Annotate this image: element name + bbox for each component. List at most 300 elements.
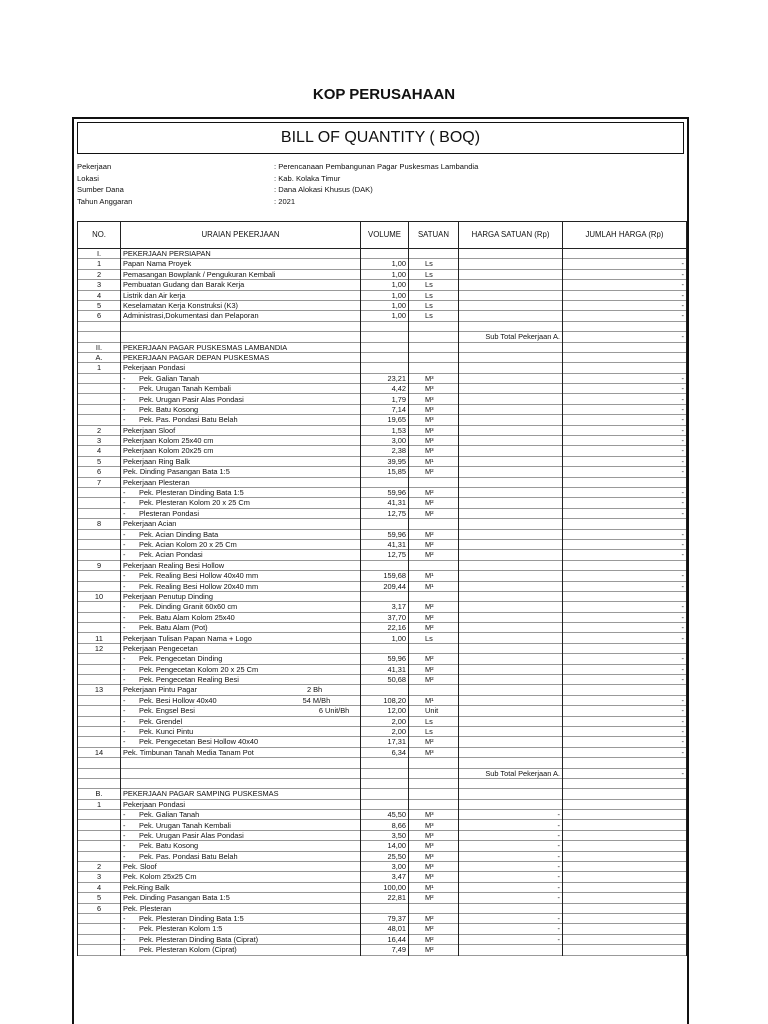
table-row [78, 945, 687, 955]
cell-uraian [121, 363, 361, 373]
cell-harga-satuan [459, 675, 563, 685]
uraian-text: Pek. Acian Dinding Bata [139, 529, 219, 539]
info-row [77, 161, 683, 173]
cell-harga-satuan: - [459, 924, 563, 934]
cell-no: 3 [78, 872, 121, 882]
cell-satuan [409, 363, 459, 373]
cell-satuan [409, 789, 459, 799]
bullet-dash: - [123, 415, 126, 425]
uraian-text: Pekerjaan Plesteran [123, 477, 190, 487]
cell-satuan: M¹ [409, 695, 459, 705]
cell-no [78, 945, 121, 955]
uraian-extra: 2 Bh [306, 685, 323, 695]
cell-satuan: M² [409, 914, 459, 924]
cell-satuan: M¹ [409, 581, 459, 591]
cell-harga-satuan [459, 581, 563, 591]
cell-satuan [409, 321, 459, 331]
cell-volume: 37,70 [361, 612, 409, 622]
project-info [77, 161, 683, 207]
uraian-text: Pek. Batu Kosong [139, 404, 199, 414]
cell-no: 3 [78, 436, 121, 446]
cell-harga-satuan [459, 778, 563, 788]
table-row [78, 914, 687, 924]
cell-satuan [409, 332, 459, 342]
cell-uraian [121, 841, 361, 851]
table-row [78, 560, 687, 570]
table-row [78, 789, 687, 799]
cell-uraian [121, 945, 361, 955]
cell-uraian [121, 332, 361, 342]
cell-satuan: Ls [409, 259, 459, 269]
cell-no: 2 [78, 425, 121, 435]
cell-harga-satuan [459, 394, 563, 404]
boq-document [72, 117, 689, 1024]
cell-harga-satuan [459, 643, 563, 653]
cell-jumlah-harga: - [563, 695, 687, 705]
cell-uraian [121, 612, 361, 622]
cell-uraian [121, 321, 361, 331]
table-row [78, 571, 687, 581]
cell-harga-satuan: - [459, 841, 563, 851]
table-row [78, 799, 687, 809]
table-row [78, 716, 687, 726]
cell-satuan: M³ [409, 394, 459, 404]
cell-volume: 25,50 [361, 851, 409, 861]
cell-harga-satuan [459, 602, 563, 612]
cell-jumlah-harga: - [563, 571, 687, 581]
uraian-text: Pek. Dinding Pasangan Bata 1:5 [123, 467, 230, 477]
cell-uraian [121, 581, 361, 591]
cell-volume: 1,00 [361, 269, 409, 279]
cell-volume: 15,85 [361, 467, 409, 477]
cell-uraian [121, 259, 361, 269]
table-row [78, 695, 687, 705]
table-row [78, 404, 687, 414]
cell-no [78, 571, 121, 581]
cell-uraian [121, 643, 361, 653]
cell-satuan: M³ [409, 810, 459, 820]
cell-satuan: M² [409, 664, 459, 674]
uraian-text: Pek. Batu Kosong [139, 841, 199, 851]
uraian-text: Pek. Batu Alam (Pot) [139, 623, 208, 633]
cell-uraian [121, 602, 361, 612]
cell-satuan: Ls [409, 280, 459, 290]
cell-satuan [409, 519, 459, 529]
cell-satuan [409, 352, 459, 362]
cell-volume: 59,96 [361, 654, 409, 664]
table-row [78, 581, 687, 591]
cell-satuan: M¹ [409, 456, 459, 466]
cell-no: 5 [78, 300, 121, 310]
cell-uraian [121, 300, 361, 310]
cell-jumlah-harga [563, 914, 687, 924]
cell-harga-satuan [459, 747, 563, 757]
table-row [78, 685, 687, 695]
cell-no: A. [78, 352, 121, 362]
table-row [78, 851, 687, 861]
uraian-text: Pek. Pengecetan Realing Besi [139, 675, 239, 685]
table-row [78, 415, 687, 425]
cell-uraian [121, 789, 361, 799]
cell-no: II. [78, 342, 121, 352]
table-row [78, 903, 687, 913]
cell-volume [361, 560, 409, 570]
cell-no: 4 [78, 290, 121, 300]
cell-harga-satuan [459, 321, 563, 331]
cell-no [78, 934, 121, 944]
cell-satuan: M³ [409, 841, 459, 851]
cell-no: 1 [78, 259, 121, 269]
cell-volume: 16,44 [361, 934, 409, 944]
info-label: Lokasi [77, 173, 99, 183]
uraian-text: PEKERJAAN PAGAR DEPAN PUSKESMAS [123, 352, 270, 362]
bullet-dash: - [123, 384, 126, 394]
uraian-text: Pek. Galian Tanah [139, 810, 200, 820]
uraian-text: Pek. Galian Tanah [139, 373, 200, 383]
cell-no [78, 384, 121, 394]
cell-no: 2 [78, 269, 121, 279]
cell-jumlah-harga [563, 841, 687, 851]
cell-volume: 1,00 [361, 633, 409, 643]
cell-jumlah-harga: - [563, 654, 687, 664]
cell-volume: 1,00 [361, 290, 409, 300]
table-row [78, 612, 687, 622]
boq-table [77, 221, 687, 956]
cell-jumlah-harga: - [563, 384, 687, 394]
table-row [78, 726, 687, 736]
cell-no [78, 623, 121, 633]
cell-uraian [121, 747, 361, 757]
cell-harga-satuan [459, 685, 563, 695]
table-row [78, 487, 687, 497]
cell-jumlah-harga [563, 477, 687, 487]
cell-jumlah-harga [563, 758, 687, 768]
cell-uraian [121, 487, 361, 497]
uraian-text: Pek. Pas. Pondasi Batu Belah [139, 415, 238, 425]
bullet-dash: - [123, 675, 126, 685]
cell-no [78, 539, 121, 549]
cell-harga-satuan [459, 446, 563, 456]
cell-no [78, 675, 121, 685]
cell-satuan: M² [409, 498, 459, 508]
uraian-text: Plesteran Pondasi [139, 508, 199, 518]
cell-harga-satuan [459, 487, 563, 497]
cell-satuan: M² [409, 924, 459, 934]
cell-volume: 108,20 [361, 695, 409, 705]
cell-harga-satuan [459, 623, 563, 633]
bullet-dash: - [123, 664, 126, 674]
table-row [78, 706, 687, 716]
col-header-no: NO. [78, 222, 121, 249]
cell-satuan [409, 903, 459, 913]
cell-uraian [121, 737, 361, 747]
cell-satuan [409, 477, 459, 487]
table-row [78, 498, 687, 508]
cell-satuan: M² [409, 934, 459, 944]
cell-jumlah-harga: - [563, 404, 687, 414]
table-row [78, 591, 687, 601]
cell-uraian [121, 456, 361, 466]
uraian-text: Pek. Besi Hollow 40x40 [139, 695, 217, 705]
cell-harga-satuan: - [459, 893, 563, 903]
cell-jumlah-harga: - [563, 716, 687, 726]
cell-harga-satuan [459, 550, 563, 560]
cell-uraian [121, 477, 361, 487]
table-row [78, 436, 687, 446]
cell-harga-satuan [459, 529, 563, 539]
table-row [78, 477, 687, 487]
cell-no [78, 498, 121, 508]
cell-satuan: M² [409, 508, 459, 518]
cell-volume: 1,79 [361, 394, 409, 404]
cell-jumlah-harga: - [563, 539, 687, 549]
cell-uraian [121, 467, 361, 477]
table-row [78, 300, 687, 310]
cell-uraian [121, 425, 361, 435]
cell-satuan: Ls [409, 716, 459, 726]
cell-uraian [121, 404, 361, 414]
cell-no [78, 726, 121, 736]
cell-no: I. [78, 249, 121, 259]
cell-harga-satuan [459, 404, 563, 414]
cell-no [78, 332, 121, 342]
table-row [78, 778, 687, 788]
table-row [78, 924, 687, 934]
cell-jumlah-harga: - [563, 612, 687, 622]
cell-uraian [121, 810, 361, 820]
cell-harga-satuan [459, 342, 563, 352]
cell-no: 6 [78, 467, 121, 477]
cell-harga-satuan [459, 519, 563, 529]
table-row [78, 643, 687, 653]
uraian-text: Pek. Plesteran Dinding Bata 1:5 [139, 488, 244, 498]
cell-no [78, 695, 121, 705]
table-row [78, 768, 687, 778]
cell-no [78, 778, 121, 788]
uraian-text: PEKERJAAN PERSIAPAN [123, 249, 211, 259]
cell-jumlah-harga: - [563, 394, 687, 404]
cell-uraian [121, 249, 361, 259]
cell-jumlah-harga: - [563, 300, 687, 310]
cell-volume: 2,00 [361, 716, 409, 726]
cell-jumlah-harga [563, 903, 687, 913]
bullet-dash: - [123, 612, 126, 622]
uraian-text: PEKERJAAN PAGAR SAMPING PUSKESMAS [123, 789, 279, 799]
table-row [78, 384, 687, 394]
cell-uraian [121, 882, 361, 892]
cell-uraian [121, 872, 361, 882]
table-row [78, 269, 687, 279]
cell-satuan: Ls [409, 300, 459, 310]
cell-satuan: Ls [409, 290, 459, 300]
kop-perusahaan: KOP PERUSAHAAN [312, 86, 456, 103]
cell-jumlah-harga: - [563, 768, 687, 778]
cell-jumlah-harga [563, 249, 687, 259]
cell-harga-satuan [459, 300, 563, 310]
cell-harga-satuan [459, 789, 563, 799]
cell-satuan: M³ [409, 851, 459, 861]
table-row [78, 810, 687, 820]
cell-volume: 39,95 [361, 456, 409, 466]
cell-jumlah-harga: - [563, 706, 687, 716]
uraian-text: Pek. Realing Besi Hollow 40x40 mm [139, 571, 259, 581]
cell-uraian [121, 799, 361, 809]
cell-satuan: M² [409, 550, 459, 560]
cell-harga-satuan: - [459, 934, 563, 944]
cell-uraian [121, 778, 361, 788]
cell-volume: 48,01 [361, 924, 409, 934]
cell-no: 4 [78, 882, 121, 892]
cell-no: 6 [78, 903, 121, 913]
cell-volume [361, 778, 409, 788]
cell-jumlah-harga: - [563, 726, 687, 736]
cell-jumlah-harga [563, 352, 687, 362]
cell-satuan [409, 768, 459, 778]
cell-uraian [121, 675, 361, 685]
cell-no [78, 737, 121, 747]
cell-satuan: M³ [409, 872, 459, 882]
cell-no [78, 851, 121, 861]
cell-satuan [409, 685, 459, 695]
cell-harga-satuan [459, 249, 563, 259]
table-row [78, 519, 687, 529]
cell-jumlah-harga: - [563, 550, 687, 560]
cell-jumlah-harga [563, 862, 687, 872]
cell-volume: 50,68 [361, 675, 409, 685]
table-body [78, 249, 687, 956]
cell-jumlah-harga: - [563, 747, 687, 757]
table-row [78, 550, 687, 560]
cell-no [78, 404, 121, 414]
uraian-text: Pek. Pengecetan Kolom 20 x 25 Cm [139, 664, 259, 674]
cell-no: 13 [78, 685, 121, 695]
cell-volume [361, 643, 409, 653]
cell-satuan: M³ [409, 425, 459, 435]
cell-no: 9 [78, 560, 121, 570]
cell-volume [361, 352, 409, 362]
cell-harga-satuan [459, 695, 563, 705]
cell-harga-satuan [459, 415, 563, 425]
info-value: : Dana Alokasi Khusus (DAK) [274, 185, 373, 195]
uraian-text: Pekerjaan Kolom 20x25 cm [123, 446, 214, 456]
uraian-text: Pek. Realing Besi Hollow 20x40 mm [139, 581, 259, 591]
cell-jumlah-harga: - [563, 737, 687, 747]
cell-uraian [121, 446, 361, 456]
table-row [78, 467, 687, 477]
cell-volume [361, 903, 409, 913]
cell-volume [361, 249, 409, 259]
cell-uraian [121, 664, 361, 674]
cell-uraian [121, 498, 361, 508]
cell-volume: 3,00 [361, 862, 409, 872]
cell-no [78, 706, 121, 716]
cell-volume: 159,68 [361, 571, 409, 581]
table-row [78, 882, 687, 892]
cell-jumlah-harga [563, 830, 687, 840]
cell-uraian [121, 436, 361, 446]
cell-jumlah-harga [563, 872, 687, 882]
cell-satuan: M³ [409, 404, 459, 414]
cell-no [78, 758, 121, 768]
cell-no [78, 664, 121, 674]
cell-jumlah-harga: - [563, 581, 687, 591]
cell-harga-satuan [459, 280, 563, 290]
table-row [78, 830, 687, 840]
cell-uraian [121, 924, 361, 934]
cell-volume: 3,17 [361, 602, 409, 612]
cell-harga-satuan [459, 269, 563, 279]
bullet-dash: - [123, 654, 126, 664]
cell-volume: 3,50 [361, 830, 409, 840]
cell-jumlah-harga [563, 945, 687, 955]
uraian-text: Listrik dan Air kerja [123, 290, 186, 300]
cell-no [78, 602, 121, 612]
cell-volume: 12,75 [361, 550, 409, 560]
bullet-dash: - [123, 498, 126, 508]
cell-volume: 59,96 [361, 487, 409, 497]
cell-no [78, 415, 121, 425]
cell-no [78, 487, 121, 497]
cell-satuan: M² [409, 612, 459, 622]
cell-uraian [121, 768, 361, 778]
cell-uraian [121, 820, 361, 830]
cell-no: 3 [78, 280, 121, 290]
cell-volume [361, 789, 409, 799]
uraian-text: Pek. Plesteran Dinding Bata (Ciprat) [139, 934, 259, 944]
uraian-text: Pek. Dinding Granit 60x60 cm [139, 602, 238, 612]
uraian-text: Pek. Kolom 25x25 Cm [123, 872, 197, 882]
cell-jumlah-harga [563, 560, 687, 570]
cell-volume: 4,42 [361, 384, 409, 394]
table-row [78, 280, 687, 290]
bullet-dash: - [123, 945, 126, 955]
cell-harga-satuan: Sub Total Pekerjaan A. [459, 332, 563, 342]
cell-harga-satuan [459, 945, 563, 955]
bullet-dash: - [123, 550, 126, 560]
table-row [78, 602, 687, 612]
cell-no [78, 914, 121, 924]
cell-no [78, 820, 121, 830]
table-row [78, 841, 687, 851]
cell-uraian [121, 539, 361, 549]
cell-uraian [121, 384, 361, 394]
cell-uraian [121, 519, 361, 529]
cell-jumlah-harga: - [563, 446, 687, 456]
cell-volume [361, 685, 409, 695]
cell-no [78, 924, 121, 934]
cell-no: 14 [78, 747, 121, 757]
cell-jumlah-harga: - [563, 290, 687, 300]
uraian-text: Pekerjaan Realing Besi Hollow [123, 560, 225, 570]
cell-satuan [409, 778, 459, 788]
cell-jumlah-harga: - [563, 373, 687, 383]
cell-uraian [121, 726, 361, 736]
bullet-dash: - [123, 737, 126, 747]
uraian-text: Pek.Ring Balk [123, 882, 170, 892]
cell-no [78, 394, 121, 404]
bullet-dash: - [123, 404, 126, 414]
uraian-extra: 54 M/Bh [302, 695, 331, 705]
cell-harga-satuan [459, 436, 563, 446]
uraian-text: Pek. Kunci Pintu [139, 727, 194, 737]
cell-jumlah-harga [563, 789, 687, 799]
cell-satuan [409, 758, 459, 768]
cell-uraian [121, 893, 361, 903]
uraian-text: Pek. Urugan Tanah Kembali [139, 384, 231, 394]
info-value: : 2021 [274, 196, 296, 206]
cell-harga-satuan: - [459, 882, 563, 892]
cell-harga-satuan [459, 560, 563, 570]
